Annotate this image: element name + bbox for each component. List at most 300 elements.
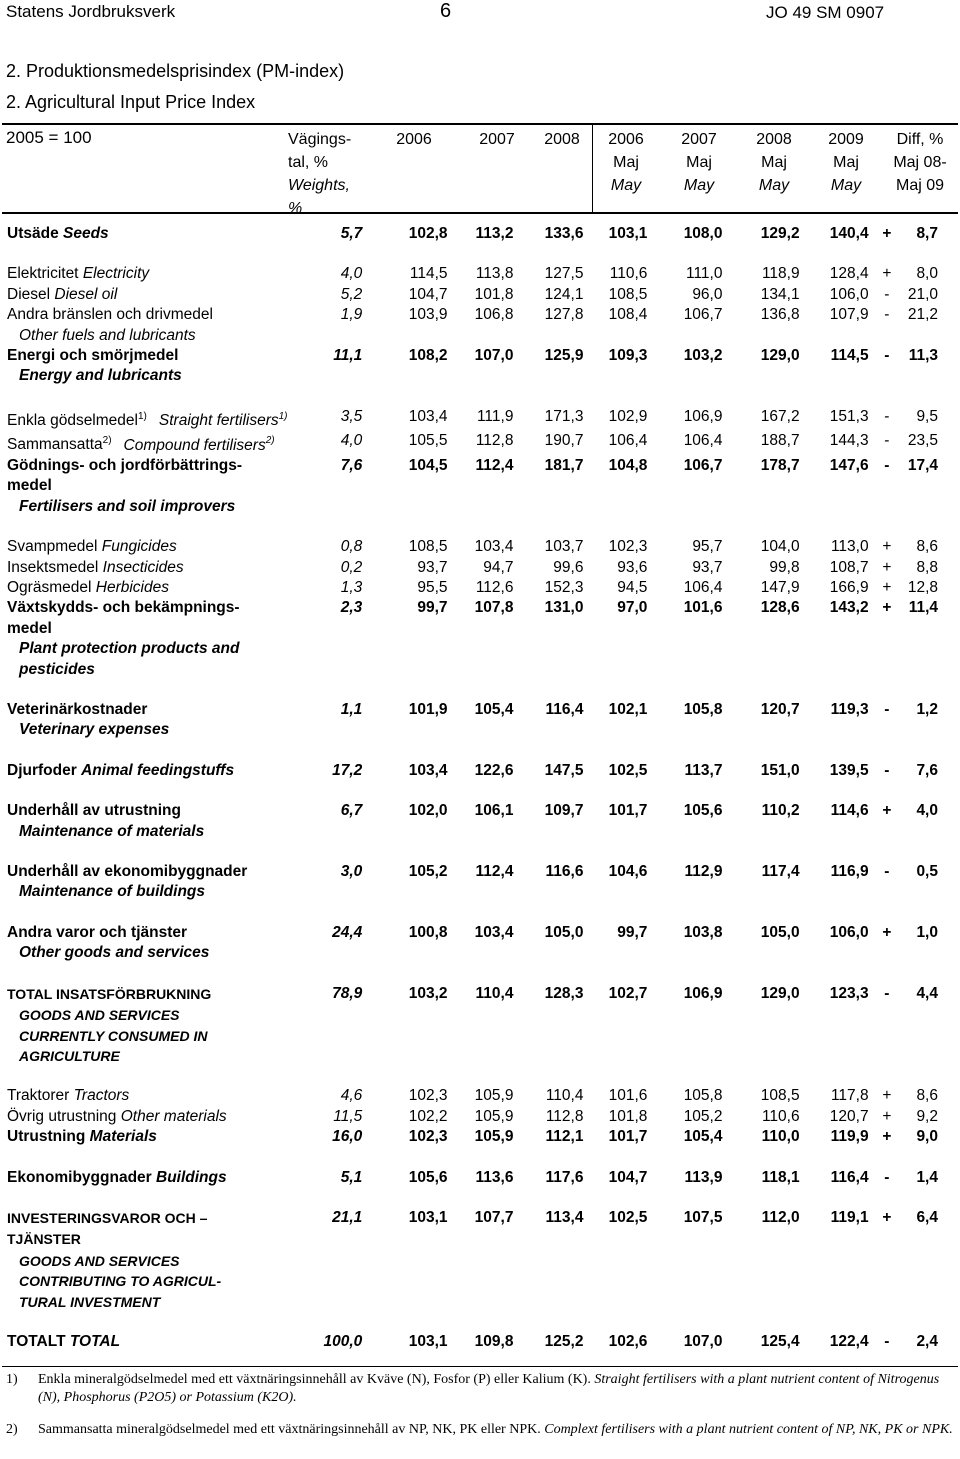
diff-sign: - (884, 761, 890, 779)
label-english: Seeds (63, 225, 109, 242)
value-cell: 109,8 (474, 1332, 514, 1350)
value-cell: 106,8 (474, 306, 514, 324)
value-cell: 113,2 (475, 225, 514, 242)
value-cell: 93,7 (417, 558, 448, 576)
table-row (0, 558, 960, 578)
row-label (0, 305, 312, 346)
value-cell: 102,8 (408, 225, 448, 242)
value-cell: 101,8 (474, 285, 514, 303)
table-body (0, 224, 960, 1352)
table-row (0, 923, 960, 964)
value-cell: 134,1 (760, 285, 800, 303)
diff-sign: - (884, 347, 890, 365)
weight-cell: 5,1 (340, 1168, 363, 1186)
value-cell: 105,2 (683, 1107, 723, 1125)
value-cell: 104,6 (608, 863, 648, 881)
row-label (0, 346, 312, 387)
value-cell: 103,4 (474, 923, 514, 941)
value-cell: 105,4 (683, 1128, 723, 1146)
value-cell: 105,6 (683, 802, 723, 820)
value-cell: 104,5 (408, 456, 448, 474)
spacer-row (0, 1188, 960, 1208)
diff-value: 1,0 (916, 923, 938, 941)
spacer-row (0, 781, 960, 801)
value-cell: 105,0 (544, 923, 584, 941)
value-cell: 106,7 (683, 456, 723, 474)
page-number: 6 (440, 0, 452, 22)
label-english: GOODS AND SERVICES (19, 1007, 180, 1024)
diff-value: 0,5 (916, 863, 938, 881)
weight-cell: 11,5 (333, 1107, 363, 1125)
diff-value: 7,6 (916, 761, 938, 779)
footnote-ref: 2) (265, 435, 275, 447)
table-row (0, 984, 960, 1067)
value-cell: 128,4 (829, 265, 869, 283)
table-row (0, 700, 960, 741)
spacer-row (0, 903, 960, 923)
table-row (0, 578, 960, 598)
weight-cell: 100,0 (323, 1332, 363, 1350)
value-cell: 107,7 (474, 1208, 514, 1226)
label-swedish: Övrig utrustning (7, 1107, 117, 1125)
value-cell: 151,0 (760, 761, 800, 779)
value-cell: 188,7 (760, 432, 800, 450)
value-cell: 104,8 (608, 456, 648, 474)
label-swedish: Insektsmedel (7, 558, 99, 576)
row-label (0, 456, 312, 517)
value-cell: 117,8 (830, 1087, 869, 1105)
value-cell: 106,1 (474, 802, 514, 820)
diff-sign: + (882, 558, 892, 576)
label-english: Straight fertilisers (158, 412, 279, 429)
value-cell: 114,5 (830, 347, 869, 365)
value-cell: 94,5 (617, 579, 648, 596)
col-2007: 2007 (479, 131, 515, 148)
row-label (0, 923, 312, 964)
value-cell: 107,5 (683, 1208, 723, 1226)
value-cell: 106,4 (608, 432, 648, 450)
value-cell: 110,4 (475, 984, 514, 1002)
weight-cell: 21,1 (332, 1208, 363, 1226)
label-english: Energy and lubricants (19, 367, 182, 385)
spacer-row (0, 680, 960, 700)
value-cell: 102,2 (408, 1107, 448, 1125)
value-cell: 104,0 (760, 538, 800, 556)
spacer-row (0, 1148, 960, 1168)
label-english: Plant protection products and (19, 640, 240, 658)
weight-cell: 3,0 (340, 863, 363, 881)
value-cell: 112,1 (545, 1128, 584, 1146)
value-cell: 125,9 (544, 347, 584, 365)
value-cell: 106,9 (683, 984, 723, 1002)
label-english: Maintenance of buildings (19, 883, 206, 901)
weight-cell: 4,0 (340, 432, 363, 450)
value-cell: 112,4 (475, 456, 514, 474)
value-cell: 111,0 (685, 265, 723, 283)
value-cell: 190,7 (544, 432, 584, 450)
diff-sign: - (884, 863, 890, 881)
value-cell: 102,5 (608, 761, 648, 779)
label-swedish-cont: medel (7, 477, 52, 495)
value-cell: 108,0 (683, 225, 723, 242)
spacer-row (0, 1066, 960, 1086)
table-row (0, 456, 960, 517)
label-english: Maintenance of materials (19, 822, 205, 840)
value-cell: 93,7 (692, 558, 723, 576)
value-cell: 167,2 (760, 407, 800, 425)
value-cell: 129,0 (760, 347, 800, 365)
value-cell: 93,6 (617, 558, 648, 576)
label-english: Other goods and services (19, 944, 210, 962)
value-cell: 95,5 (417, 579, 448, 596)
header-publisher: Statens Jordbruksverk (6, 2, 176, 21)
value-cell: 108,5 (408, 538, 448, 556)
value-cell: 118,1 (761, 1168, 800, 1186)
footnote-ref: 1) (278, 410, 288, 422)
value-cell: 99,6 (553, 558, 584, 576)
value-cell: 113,7 (684, 761, 723, 779)
value-cell: 127,5 (544, 265, 584, 283)
value-cell: 131,0 (544, 599, 584, 617)
row-label (0, 407, 312, 432)
value-cell: 147,9 (760, 579, 800, 596)
value-cell: 113,0 (830, 538, 869, 556)
diff-sign: + (882, 538, 892, 556)
value-cell: 110,2 (761, 802, 800, 820)
value-cell: 151,3 (829, 407, 869, 425)
row-label (0, 801, 312, 842)
diff-sign: - (884, 432, 890, 450)
footnote-2: 2) Sammansatta mineralgödselmedel med ett växtnäringsinnehåll av NP, NK, PK eller NPK. Complext fertilisers with a plant nutrient content of NP, NK, PK or NPK. (6, 1422, 953, 1437)
value-cell: 139,5 (829, 761, 869, 779)
table-row (0, 801, 960, 842)
diff-value: 2,4 (916, 1332, 938, 1350)
value-cell: 107,0 (683, 1332, 723, 1350)
value-cell: 102,7 (608, 984, 648, 1002)
value-cell: 103,7 (544, 538, 584, 556)
weight-cell: 1,9 (340, 306, 363, 324)
value-cell: 114,6 (830, 802, 869, 820)
value-cell: 106,9 (683, 407, 723, 425)
weight-cell: 24,4 (332, 923, 363, 941)
table-title-swedish: 2. Produktionsmedelsprisindex (PM-index) (6, 61, 345, 81)
value-cell: 105,0 (760, 923, 800, 941)
weights-header: Vägings- tal, % Weights, % (288, 131, 352, 217)
label-english: TOTAL (69, 1332, 121, 1350)
col-may-2008: 2008 Maj May (756, 131, 792, 194)
diff-value: 11,3 (908, 347, 938, 365)
value-cell: 99,8 (769, 558, 800, 576)
weight-cell: 17,2 (332, 761, 363, 779)
row-label (0, 1168, 312, 1188)
value-cell: 120,7 (760, 701, 800, 719)
value-cell: 113,6 (475, 1168, 514, 1186)
footnote-1: 1) Enkla mineralgödselmedel med ett växtnäringsinnehåll av Kväve (N), Fosfor (P) eller Kalium (K). Straight fertilisers with a plant nutrient content of Nitrogenus (N), Phosphorus (P2O5) or Potassium (K2O). (6, 1372, 940, 1405)
row-label (0, 862, 312, 903)
label-english: Fungicides (101, 538, 177, 556)
diff-value: 9,5 (916, 407, 938, 425)
label-english: Animal feedingstuffs (81, 761, 235, 779)
col-2006: 2006 (396, 131, 432, 148)
value-cell: 152,3 (544, 579, 584, 596)
diff-sign: + (882, 1208, 892, 1226)
value-cell: 117,4 (761, 863, 800, 881)
base-year-label: 2005 = 100 (6, 128, 92, 147)
col-may-2009: 2009 Maj May (828, 131, 864, 194)
value-cell: 101,7 (608, 1128, 648, 1146)
value-cell: 147,5 (544, 761, 584, 779)
label-swedish: Veterinärkostnader (7, 701, 148, 719)
value-cell: 104,7 (408, 285, 448, 303)
value-cell: 103,1 (608, 225, 648, 242)
label-swedish: Ogräsmedel (7, 579, 92, 596)
value-cell: 109,3 (608, 347, 648, 365)
diff-value: 17,4 (907, 456, 938, 474)
spacer-row (0, 1312, 960, 1332)
row-label (0, 984, 312, 1067)
weight-cell: 4,0 (340, 265, 363, 283)
spacer-row (0, 842, 960, 862)
footnote-ref: 2) (102, 435, 112, 447)
table-row (0, 346, 960, 387)
value-cell: 110,0 (761, 1128, 800, 1146)
value-cell: 106,0 (829, 285, 869, 303)
spacer-row (0, 964, 960, 984)
label-swedish: Utrustning (7, 1128, 86, 1146)
diff-value: 8,7 (916, 225, 938, 242)
diff-sign: + (882, 225, 892, 242)
diff-value: 6,4 (916, 1208, 938, 1226)
value-cell: 125,2 (544, 1332, 584, 1350)
table-row (0, 1168, 960, 1188)
row-label (0, 700, 312, 741)
table-title-english: 2. Agricultural Input Price Index (6, 92, 256, 112)
value-cell: 102,3 (408, 1128, 448, 1146)
label-swedish: Utsäde (7, 225, 59, 242)
diff-value: 12,8 (907, 579, 938, 596)
diff-value: 8,0 (916, 265, 938, 283)
value-cell: 94,7 (483, 558, 514, 576)
col-may-2006: 2006 Maj May (608, 131, 644, 194)
label-swedish: TOTAL INSATSFÖRBRUKNING (7, 985, 212, 1002)
value-cell: 181,7 (544, 456, 584, 474)
row-label (0, 1086, 312, 1106)
weight-cell: 7,6 (340, 456, 363, 474)
value-cell: 171,3 (544, 407, 584, 425)
diff-sign: + (882, 579, 892, 596)
diff-sign: - (884, 407, 890, 425)
label-swedish: Djurfoder (7, 761, 77, 779)
value-cell: 133,6 (544, 225, 584, 242)
label-english: Fertilisers and soil improvers (19, 497, 236, 515)
value-cell: 102,0 (408, 802, 448, 820)
label-english: Veterinary expenses (19, 721, 170, 739)
diff-value: 1,4 (916, 1168, 938, 1186)
col-2008: 2008 (544, 131, 580, 148)
value-cell: 136,8 (760, 306, 800, 324)
row-label (0, 558, 312, 578)
value-cell: 108,5 (608, 285, 648, 303)
table-row (0, 264, 960, 284)
value-cell: 116,6 (545, 863, 584, 881)
value-cell: 116,4 (545, 701, 584, 719)
col-may-2007: 2007 Maj May (681, 131, 717, 194)
label-english-cont: CONTRIBUTING TO AGRICUL- (19, 1273, 222, 1290)
weight-cell: 16,0 (332, 1128, 363, 1146)
label-english: Other materials (120, 1107, 227, 1125)
weight-cell: 6,7 (340, 802, 363, 820)
label-swedish: Underhåll av utrustning (7, 802, 181, 820)
weight-cell: 1,3 (340, 579, 363, 596)
value-cell: 105,9 (474, 1128, 514, 1146)
value-cell: 103,1 (408, 1332, 448, 1350)
value-cell: 119,9 (830, 1128, 869, 1146)
value-cell: 123,3 (829, 984, 869, 1002)
weight-cell: 0,8 (340, 538, 363, 556)
label-english: Buildings (156, 1168, 227, 1186)
value-cell: 124,1 (544, 285, 584, 303)
diff-sign: + (882, 599, 892, 617)
label-swedish-cont: TJÄNSTER (7, 1231, 81, 1248)
value-cell: 107,8 (474, 599, 514, 617)
value-cell: 112,8 (545, 1107, 584, 1125)
table-row (0, 1208, 960, 1312)
value-cell: 102,9 (608, 407, 648, 425)
diff-value: 23,5 (907, 432, 938, 450)
value-cell: 105,6 (408, 1168, 448, 1186)
value-cell: 113,8 (475, 265, 514, 283)
value-cell: 99,7 (417, 599, 448, 617)
diff-value: 21,2 (907, 306, 938, 324)
value-cell: 107,0 (474, 347, 514, 365)
label-swedish: Elektricitet (7, 265, 79, 283)
table-row (0, 1127, 960, 1147)
value-cell: 143,2 (829, 599, 869, 617)
diff-sign: + (882, 1107, 892, 1125)
value-cell: 107,9 (829, 306, 869, 324)
diff-sign: + (882, 923, 892, 941)
diff-sign: + (882, 1087, 892, 1105)
value-cell: 113,9 (684, 1168, 723, 1186)
value-cell: 166,9 (829, 579, 869, 596)
value-cell: 96,0 (692, 285, 723, 303)
label-swedish: Andra varor och tjänster (7, 923, 188, 941)
value-cell: 101,8 (608, 1107, 648, 1125)
value-cell: 106,0 (829, 923, 869, 941)
table-row (0, 862, 960, 903)
label-swedish: INVESTERINGSVAROR OCH – (7, 1209, 208, 1226)
value-cell: 178,7 (760, 456, 800, 474)
diff-value: 8,6 (916, 1087, 938, 1105)
label-swedish: TOTALT (7, 1332, 66, 1350)
value-cell: 101,9 (408, 701, 448, 719)
value-cell: 116,9 (830, 863, 869, 881)
column-divider (592, 124, 593, 213)
value-cell: 103,8 (683, 923, 723, 941)
diff-sign: - (884, 1332, 890, 1350)
value-cell: 105,8 (683, 1087, 723, 1105)
value-cell: 112,6 (475, 579, 514, 596)
diff-sign: + (882, 265, 892, 283)
value-cell: 101,6 (683, 599, 723, 617)
value-cell: 111,9 (476, 407, 514, 425)
value-cell: 118,9 (761, 265, 800, 283)
label-swedish: Gödnings- och jordförbättrings- (7, 456, 243, 474)
row-label (0, 1332, 312, 1352)
label-english: Compound fertilisers (123, 436, 266, 454)
value-cell: 106,4 (683, 579, 723, 596)
label-swedish: Andra bränslen och drivmedel (7, 306, 213, 324)
diff-value: 9,2 (916, 1107, 938, 1125)
table-row (0, 305, 960, 346)
label-english: Herbicides (95, 579, 169, 596)
label-swedish: Energi och smörjmedel (7, 347, 179, 365)
label-swedish: Växtskydds- och bekämpnings- (7, 599, 240, 617)
label-english: Electricity (82, 265, 150, 283)
col-diff: Diff, % Maj 08- Maj 09 (893, 131, 947, 194)
footnote-rule (2, 1366, 958, 1367)
row-label (0, 761, 312, 781)
label-swedish: Ekonomibyggnader (7, 1168, 152, 1186)
value-cell: 106,4 (683, 432, 723, 450)
value-cell: 127,8 (544, 306, 584, 324)
table-row (0, 598, 960, 680)
value-cell: 103,2 (683, 347, 723, 365)
label-english: GOODS AND SERVICES (19, 1252, 180, 1269)
table-row (0, 761, 960, 781)
value-cell: 110,6 (609, 265, 648, 283)
diff-sign: + (882, 1128, 892, 1146)
value-cell: 108,5 (760, 1087, 800, 1105)
row-label (0, 537, 312, 557)
table-row (0, 285, 960, 305)
value-cell: 108,2 (408, 347, 448, 365)
value-cell: 147,6 (829, 456, 869, 474)
label-english-cont: AGRICULTURE (19, 1047, 120, 1064)
weight-cell: 5,2 (340, 285, 363, 303)
weight-cell: 11,1 (333, 347, 363, 365)
row-label (0, 285, 312, 305)
value-cell: 119,3 (830, 701, 869, 719)
weight-cell: 2,3 (340, 599, 363, 617)
diff-value: 21,0 (907, 285, 938, 303)
value-cell: 102,6 (608, 1332, 648, 1350)
value-cell: 109,7 (544, 802, 584, 820)
label-english: Materials (89, 1128, 157, 1146)
row-label (0, 1107, 312, 1127)
value-cell: 128,6 (760, 599, 800, 617)
weight-cell: 0,2 (340, 558, 363, 576)
spacer-row (0, 387, 960, 407)
weight-cell: 1,1 (340, 701, 363, 719)
footnote-ref: 1) (137, 410, 147, 422)
diff-sign: - (884, 984, 890, 1002)
label-swedish: Enkla gödselmedel (7, 412, 138, 429)
value-cell: 103,2 (408, 984, 448, 1002)
value-cell: 112,0 (761, 1208, 800, 1226)
spacer-row (0, 517, 960, 537)
label-english: Tractors (73, 1087, 130, 1105)
value-cell: 129,2 (760, 225, 800, 242)
value-cell: 101,6 (608, 1087, 648, 1105)
value-cell: 101,7 (608, 802, 648, 820)
row-label (0, 1208, 312, 1312)
label-english-cont: pesticides (19, 660, 95, 678)
table-row (0, 1332, 960, 1352)
value-cell: 120,7 (829, 1107, 869, 1125)
value-cell: 110,4 (545, 1087, 584, 1105)
value-cell: 104,7 (608, 1168, 648, 1186)
